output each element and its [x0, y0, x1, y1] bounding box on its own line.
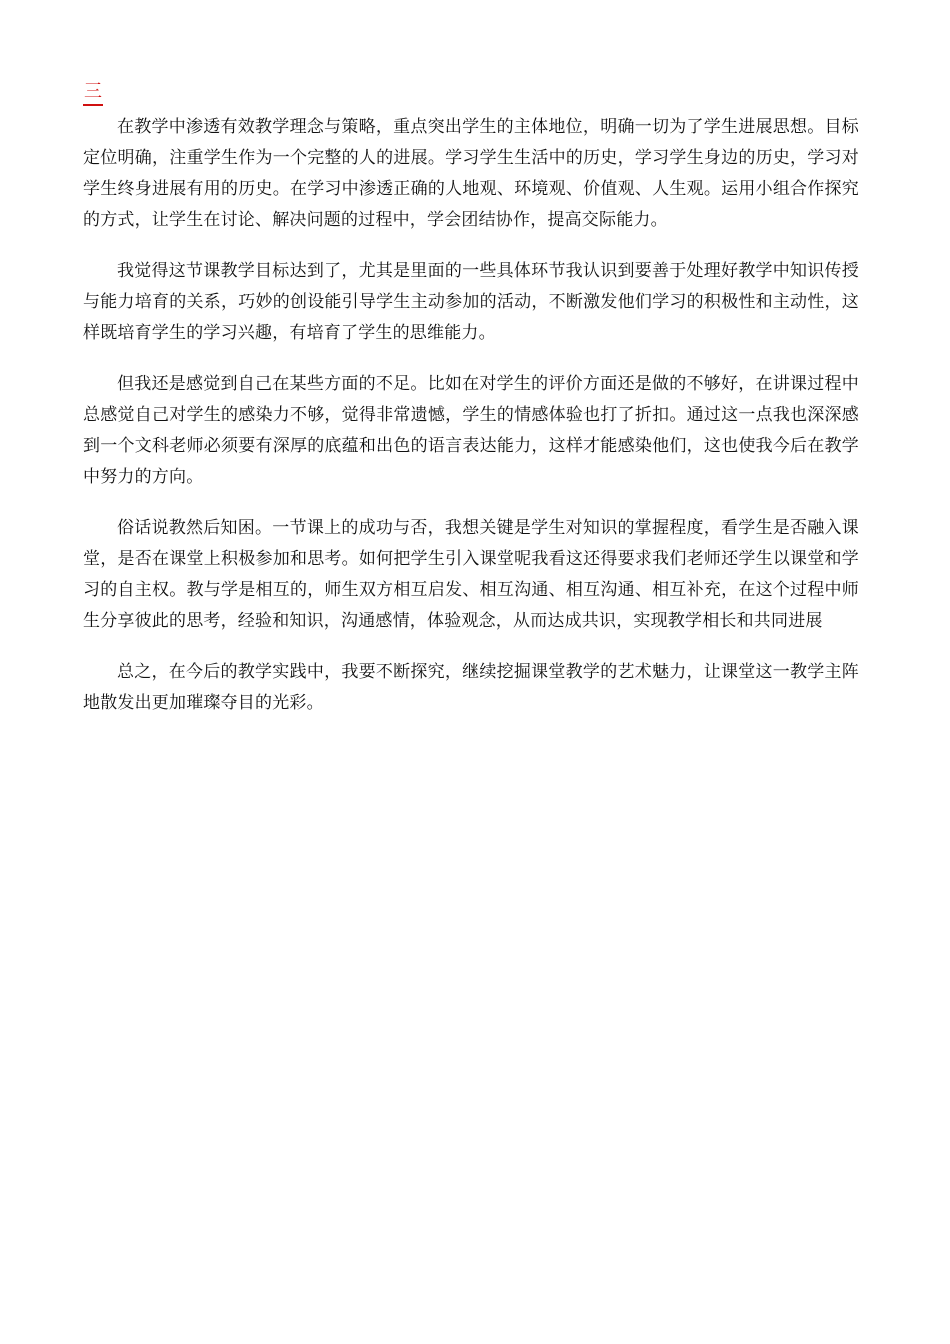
paragraph-4: 俗话说教然后知困。一节课上的成功与否，我想关键是学生对知识的掌握程度，看学生是否融入课堂，是否在课堂上积极参加和思考。如何把学生引入课堂呢我看这还得要求我们老师还学生以课堂和学习的自主权。教与学是相互的，师生双方相互启发、相互沟通、相互沟通、相互补充，在这个过程中师生分享彼此的思考，经验和知识，沟通感情，体验观念，从而达成共识，实现教学相长和共同进展: [83, 518, 859, 631]
paragraph-5: 总之，在今后的教学实践中，我要不断探究，继续挖掘课堂教学的艺术魅力，让课堂这一教学主阵地散发出更加璀璨夺目的光彩。: [83, 662, 859, 713]
document-body: [83, 80, 859, 739]
paragraph-1: 在教学中渗透有效教学理念与策略，重点突出学生的主体地位，明确一切为了学生进展思想。目标定位明确，注重学生作为一个完整的人的进展。学习学生生活中的历史，学习学生身边的历史，学习对学生终身进展有用的历史。在学习中渗透正确的人地观、环境观、价值观、人生观。运用小组合作探究的方式，让学生在讨论、解决问题的过程中，学会团结协作，提高交际能力。: [83, 117, 859, 230]
section-number-heading[interactable]: 三: [83, 80, 103, 106]
paragraph-3: 但我还是感觉到自己在某些方面的不足。比如在对学生的评价方面还是做的不够好，在讲课过程中总感觉自己对学生的感染力不够，觉得非常遗憾，学生的情感体验也打了折扣。通过这一点我也深深感到一个文科老师必须要有深厚的底蕴和出色的语言表达能力，这样才能感染他们，这也使我今后在教学中努力的方向。: [83, 374, 859, 487]
paragraph-2: 我觉得这节课教学目标达到了，尤其是里面的一些具体环节我认识到要善于处理好教学中知识传授与能力培育的关系，巧妙的创设能引导学生主动参加的活动，不断激发他们学习的积极性和主动性，这样既培育学生的学习兴趣，有培育了学生的思维能力。: [83, 261, 859, 343]
